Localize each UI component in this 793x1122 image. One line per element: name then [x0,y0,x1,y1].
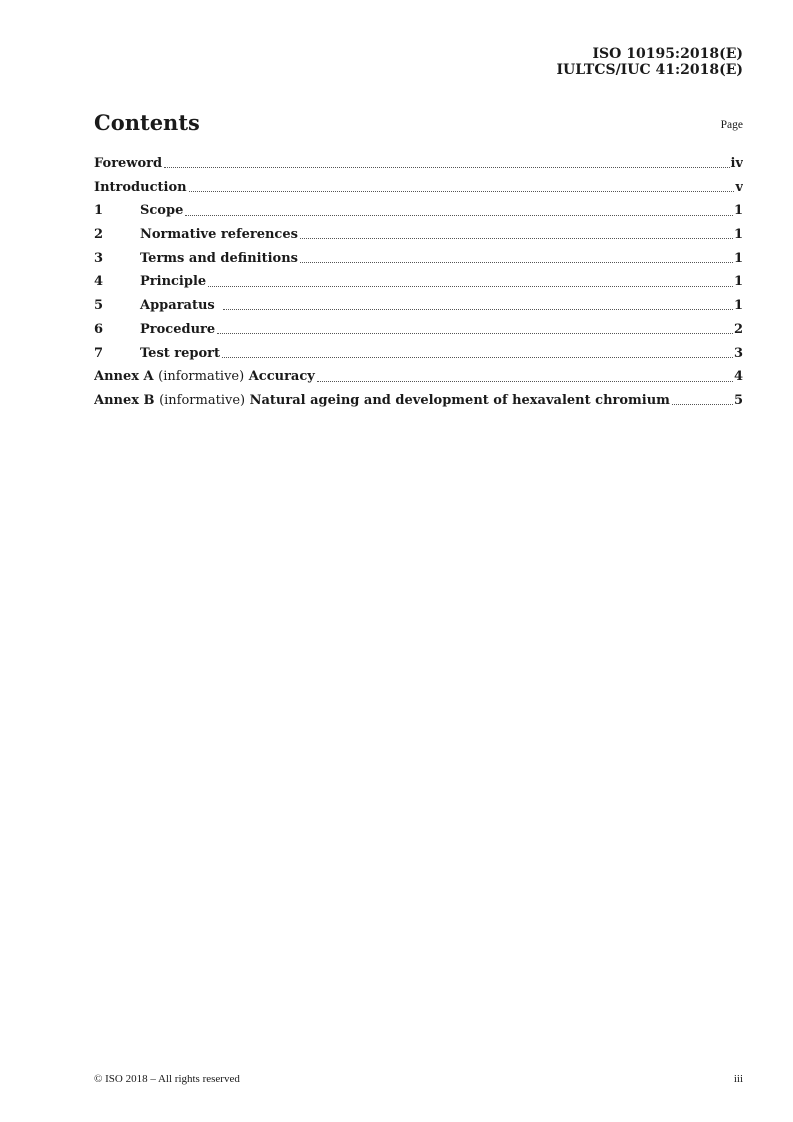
page-number: iii [733,1073,743,1085]
annex-title: Accuracy [248,369,315,385]
toc-entry-page: iv [730,156,743,171]
standard-id-iultcs: IULTCS/IUC 41:2018(E) [556,62,743,78]
toc-leader-dots [317,381,733,382]
standard-id-iso: ISO 10195:2018(E) [592,46,743,62]
toc-entry-procedure[interactable] [94,318,743,342]
toc-leader-dots [300,238,733,239]
annex-label: Annex B [94,392,155,408]
toc-entry-title: Apparatus [140,298,215,314]
contents-title: Contents [94,110,200,135]
annex-label: Annex A [94,369,154,385]
copyright-notice: © ISO 2018 – All rights reserved [94,1073,240,1085]
toc-entry-number: 1 [94,203,104,219]
table-of-contents [94,152,743,413]
toc-entry-title [94,365,315,389]
toc-entry-title: Introduction [94,179,187,195]
toc-entry-title: Procedure [140,321,216,337]
toc-entry-title: Scope [140,203,184,219]
toc-leader-dots [189,191,735,192]
toc-entry-page: 1 [733,227,743,243]
toc-entry-title: Foreword [94,156,163,171]
toc-entry-number: 6 [94,321,104,337]
toc-leader-dots [208,286,733,287]
toc-entry-page: 4 [733,369,743,385]
annex-informative-note: (informative) [158,369,245,385]
toc-leader-dots [672,404,733,405]
toc-entry-page: 1 [733,250,743,266]
toc-entry-page: v [735,179,743,195]
toc-entry-annex-b[interactable] [94,389,743,413]
document-identifier [556,46,743,78]
toc-leader-dots [223,309,733,310]
toc-entry-title [94,389,670,413]
toc-entry-title: Principle [140,274,207,290]
toc-leader-dots [185,215,733,216]
toc-entry-number: 4 [94,274,104,290]
toc-entry-normative-references[interactable] [94,223,743,247]
toc-entry-number: 3 [94,250,104,266]
toc-entry-foreword[interactable] [94,152,743,176]
toc-entry-test-report[interactable] [94,342,743,366]
toc-entry-principle[interactable] [94,270,743,294]
toc-leader-dots [217,333,733,334]
annex-informative-note: (informative) [159,392,246,408]
toc-entry-page: 1 [733,203,743,219]
toc-entry-apparatus[interactable] [94,294,743,318]
toc-entry-number: 7 [94,345,104,361]
toc-entry-introduction[interactable] [94,176,743,200]
toc-entry-scope[interactable] [94,199,743,223]
toc-entry-page: 1 [733,298,743,314]
toc-entry-page: 2 [733,321,743,337]
toc-entry-number: 5 [94,298,104,314]
toc-leader-dots [164,167,729,168]
toc-entry-terms-and-definitions[interactable] [94,247,743,271]
toc-entry-page: 3 [733,345,743,361]
toc-leader-dots [300,262,733,263]
page-column-label: Page [720,119,743,131]
toc-entry-title: Terms and definitions [140,250,298,266]
toc-entry-title: Test report [140,345,221,361]
toc-entry-title: Normative references [140,227,298,243]
toc-entry-page: 5 [733,392,743,408]
toc-entry-annex-a[interactable] [94,365,743,389]
toc-entry-number: 2 [94,227,104,243]
toc-entry-page: 1 [733,274,743,290]
toc-leader-dots [222,357,733,358]
annex-title: Natural ageing and development of hexavalent chromium [249,392,670,408]
